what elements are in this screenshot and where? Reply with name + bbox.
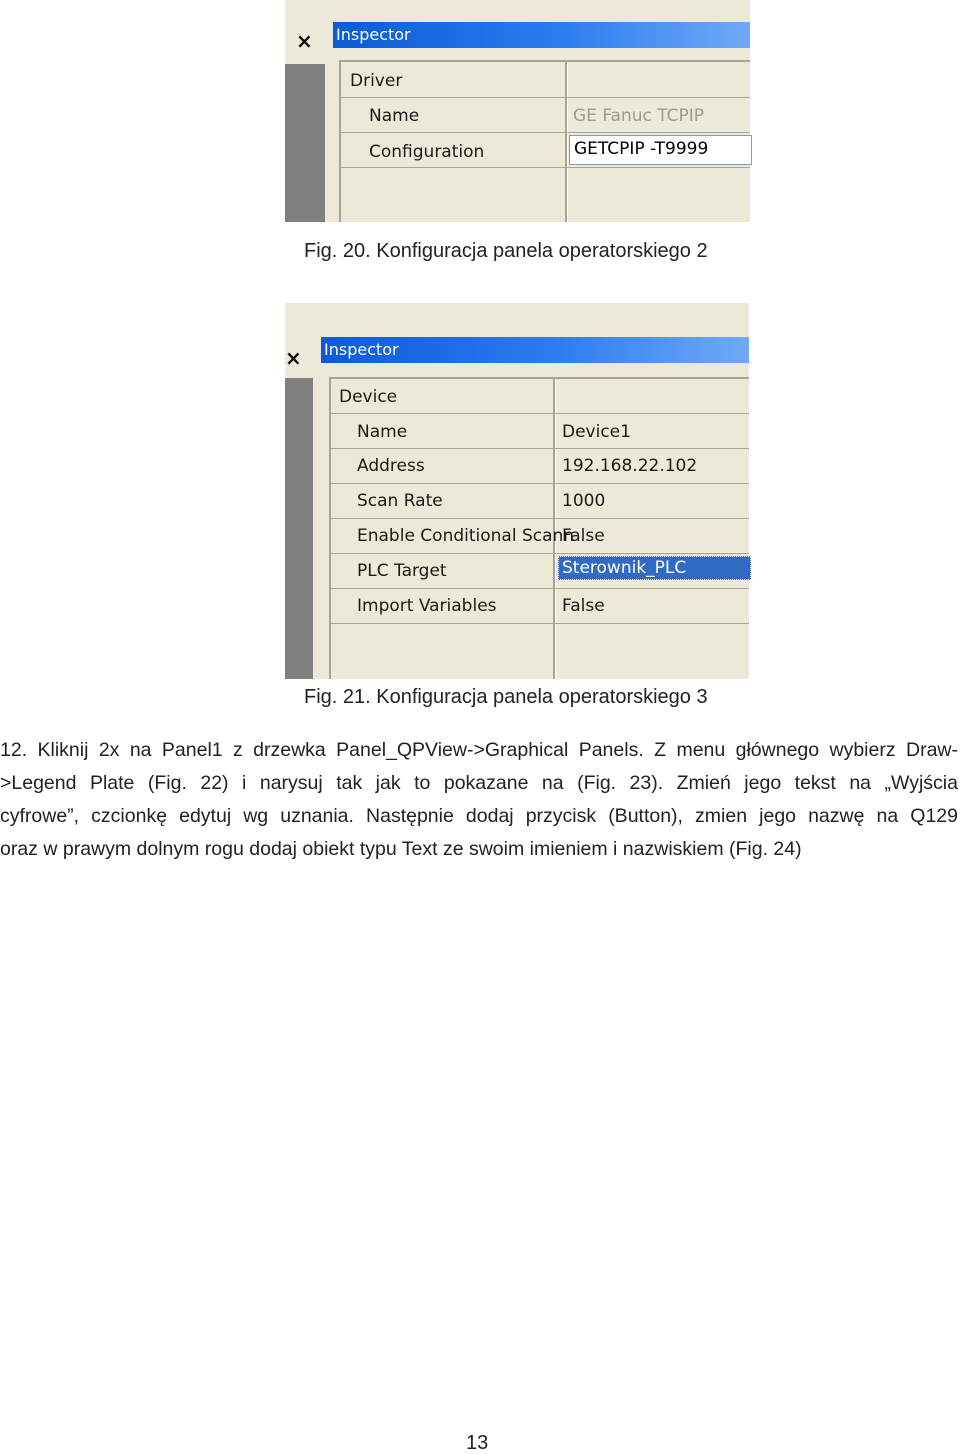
property-label: Driver (350, 71, 403, 91)
inspector-title: Inspector (336, 25, 411, 44)
inspector-titlebar (321, 337, 749, 363)
property-label: Address (357, 456, 425, 476)
property-row-scan-rate[interactable] (331, 484, 749, 519)
close-icon[interactable]: × (285, 346, 302, 370)
property-value: False (562, 596, 605, 616)
left-panel-strip (285, 378, 313, 679)
property-row-empty (331, 624, 749, 681)
property-value: False (562, 526, 605, 546)
paragraph-line: 12. Kliknij 2x na Panel1 z drzewka Panel_QPView->Graphical Panels. Z menu głównego wybierz Draw- (0, 739, 958, 761)
property-value: 1000 (562, 491, 606, 511)
property-row-driver[interactable] (341, 62, 750, 98)
property-label: Import Variables (357, 596, 497, 616)
property-label: Device (339, 387, 398, 407)
configuration-input[interactable]: GETCPIP -T9999 (569, 135, 752, 165)
property-row-empty (341, 168, 750, 224)
property-row-address[interactable] (331, 449, 749, 484)
page-number: 13 (466, 1432, 489, 1454)
plc-target-select[interactable]: Sterownik_PLC (558, 556, 751, 580)
property-label: Enable Conditional Scann (357, 526, 575, 546)
property-label: PLC Target (357, 561, 447, 581)
inspector-titlebar (333, 22, 750, 48)
property-row-configuration[interactable] (341, 133, 750, 168)
property-label: Name (369, 106, 420, 126)
instruction-paragraph (0, 734, 958, 866)
property-label: Scan Rate (357, 491, 443, 511)
property-row-enable-conditional-scan[interactable] (331, 519, 749, 554)
property-row-plc-target[interactable] (331, 554, 749, 589)
paragraph-line: oraz w prawym dolnym rogu dodaj obiekt typu Text ze swoim imieniem i nazwiskiem (Fig. 24) (0, 838, 802, 860)
property-row-device[interactable] (331, 379, 749, 414)
figure-20-caption: Fig. 20. Konfiguracja panela operatorskiego 2 (304, 240, 708, 262)
property-row-name[interactable] (341, 98, 750, 133)
property-value: Device1 (562, 422, 631, 442)
property-grid (329, 377, 749, 679)
left-panel-strip (285, 64, 325, 222)
property-label: Name (357, 422, 408, 442)
inspector-title: Inspector (324, 340, 399, 359)
property-label: Configuration (369, 142, 485, 162)
property-value: GE Fanuc TCPIP (573, 106, 705, 126)
figure-20-screenshot (285, 0, 750, 222)
property-value: 192.168.22.102 (562, 456, 698, 476)
property-row-name[interactable] (331, 414, 749, 449)
property-grid (339, 60, 750, 222)
paragraph-line: cyfrowe”, czcionkę edytuj wg uznania. Następnie dodaj przycisk (Button), zmien jego nazwę na Q129 (0, 805, 958, 827)
property-row-import-variables[interactable] (331, 589, 749, 624)
figure-21-caption: Fig. 21. Konfiguracja panela operatorskiego 3 (304, 686, 708, 708)
paragraph-line: >Legend Plate (Fig. 22) i narysuj tak jak to pokazane na (Fig. 23). Zmień jego tekst na „Wyjścia (0, 772, 958, 794)
close-icon[interactable]: × (296, 29, 313, 53)
figure-21-screenshot (285, 303, 749, 679)
